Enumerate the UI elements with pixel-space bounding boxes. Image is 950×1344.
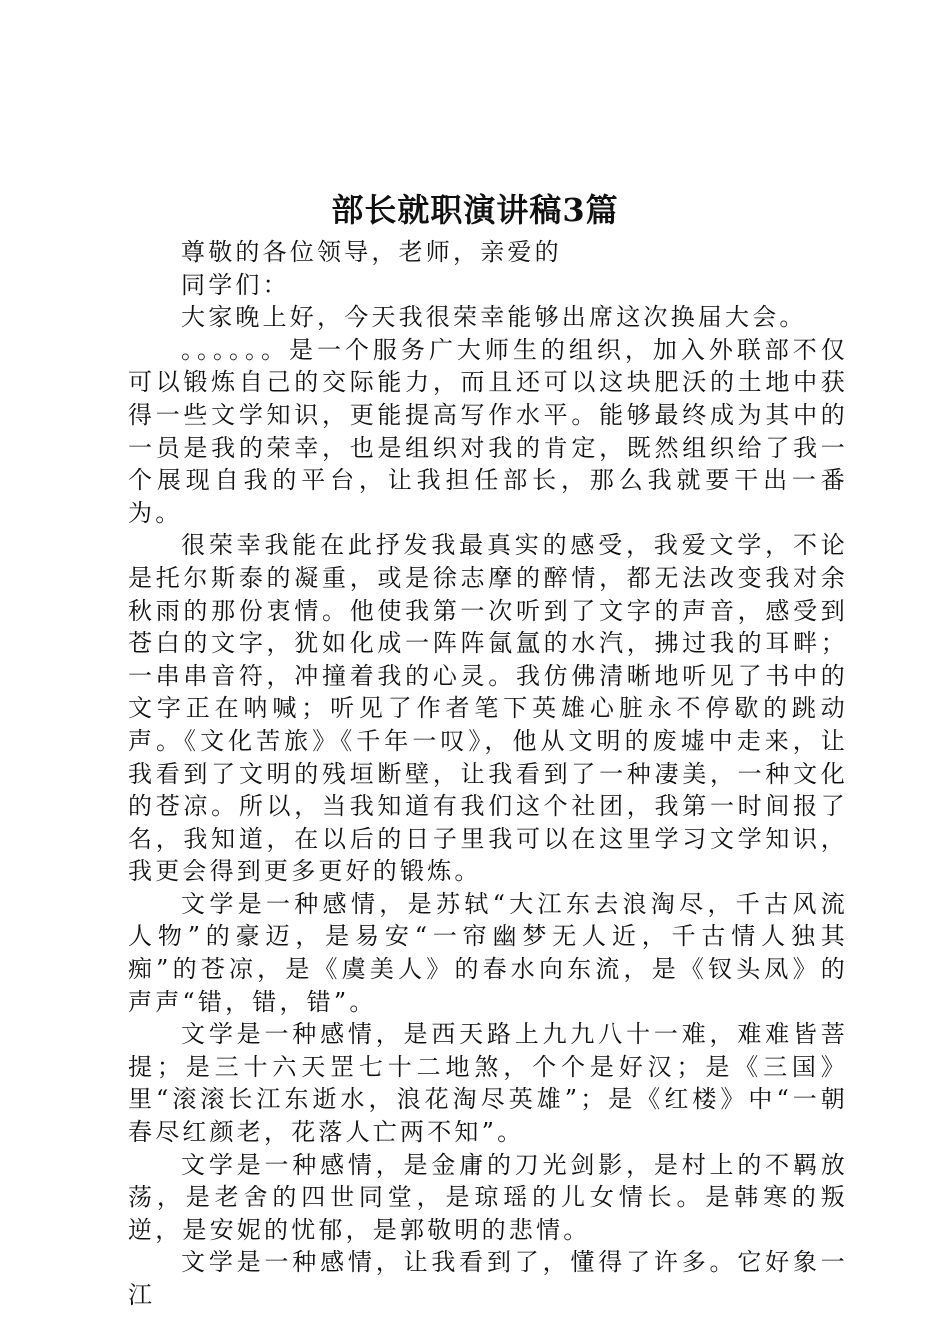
document-title: 部长就职演讲稿3篇 — [331, 191, 619, 229]
body-paragraph: 文学是一种感情，是苏轼“大江东去浪淘尽，千古风流人物”的豪迈，是易安“一帘幽梦无人近，千古情人独其痴”的苍凉，是《虞美人》的春水向东流，是《钗头凤》的声声“错，错，错”。 — [128, 889, 848, 1016]
body-paragraph: 。。。。。。是一个服务广大师生的组织，加入外联部不仅可以锻炼自己的交际能力，而且还可以这块肥沃的土地中获得一些文学知识，更能提高写作水平。能够最终成为其中的一员是我的荣幸，也是组织对我的肯定，既然组织给了我一个展现自我的平台，让我担任部长，那么我就要干出一番为。 — [128, 335, 848, 527]
salutation-line-1: 尊敬的各位领导，老师，亲爱的 — [181, 238, 562, 266]
body-paragraph: 文学是一种感情，是金庸的刀光剑影，是村上的不羁放荡，是老舍的四世同堂，是琼瑶的儿女情长。是韩寒的叛逆，是安妮的忧郁，是郭敬明的悲情。 — [128, 1150, 848, 1244]
body-paragraph: 很荣幸我能在此抒发我最真实的感受，我爱文学，不论是托尔斯泰的凝重，或是徐志摩的醉情，都无法改变我对余秋雨的那份衷情。他使我第一次听到了文字的声音，感受到苍白的文字，犹如化成一阵阵氤氲的水汽，拂过我的耳畔；一串串音符，冲撞着我的心灵。我仿佛清晰地听见了书中的文字正在呐喊；听见了作者笔下英雄心脏永不停歇的跳动声。《文化苦旅》《千年一叹》，他从文明的废墟中走来，让我看到了文明的残垣断壁，让我看到了一种凄美，一种文化的苍凉。所以，当我知道有我们这个社团，我第一时间报了名，我知道，在以后的日子里我可以在这里学习文学知识，我更会得到更多更好的锻炼。 — [128, 531, 848, 886]
body-paragraph: 文学是一种感情，是西天路上九九八十一难，难难皆菩提；是三十六天罡七十二地煞，个个是好汉；是《三国》里“滚滚长江东逝水，浪花淘尽英雄”；是《红楼》中“一朝春尽红颜老，花落人亡两不知”。 — [128, 1020, 848, 1147]
document-body — [128, 236, 848, 1312]
salutation-line-2: 同学们： — [181, 270, 290, 299]
greeting-paragraph: 大家晚上好，今天我很荣幸能够出席这次换届大会。 — [181, 303, 807, 332]
body-paragraph: 文学是一种感情，让我看到了，懂得了许多。它好象一江 — [128, 1248, 848, 1309]
